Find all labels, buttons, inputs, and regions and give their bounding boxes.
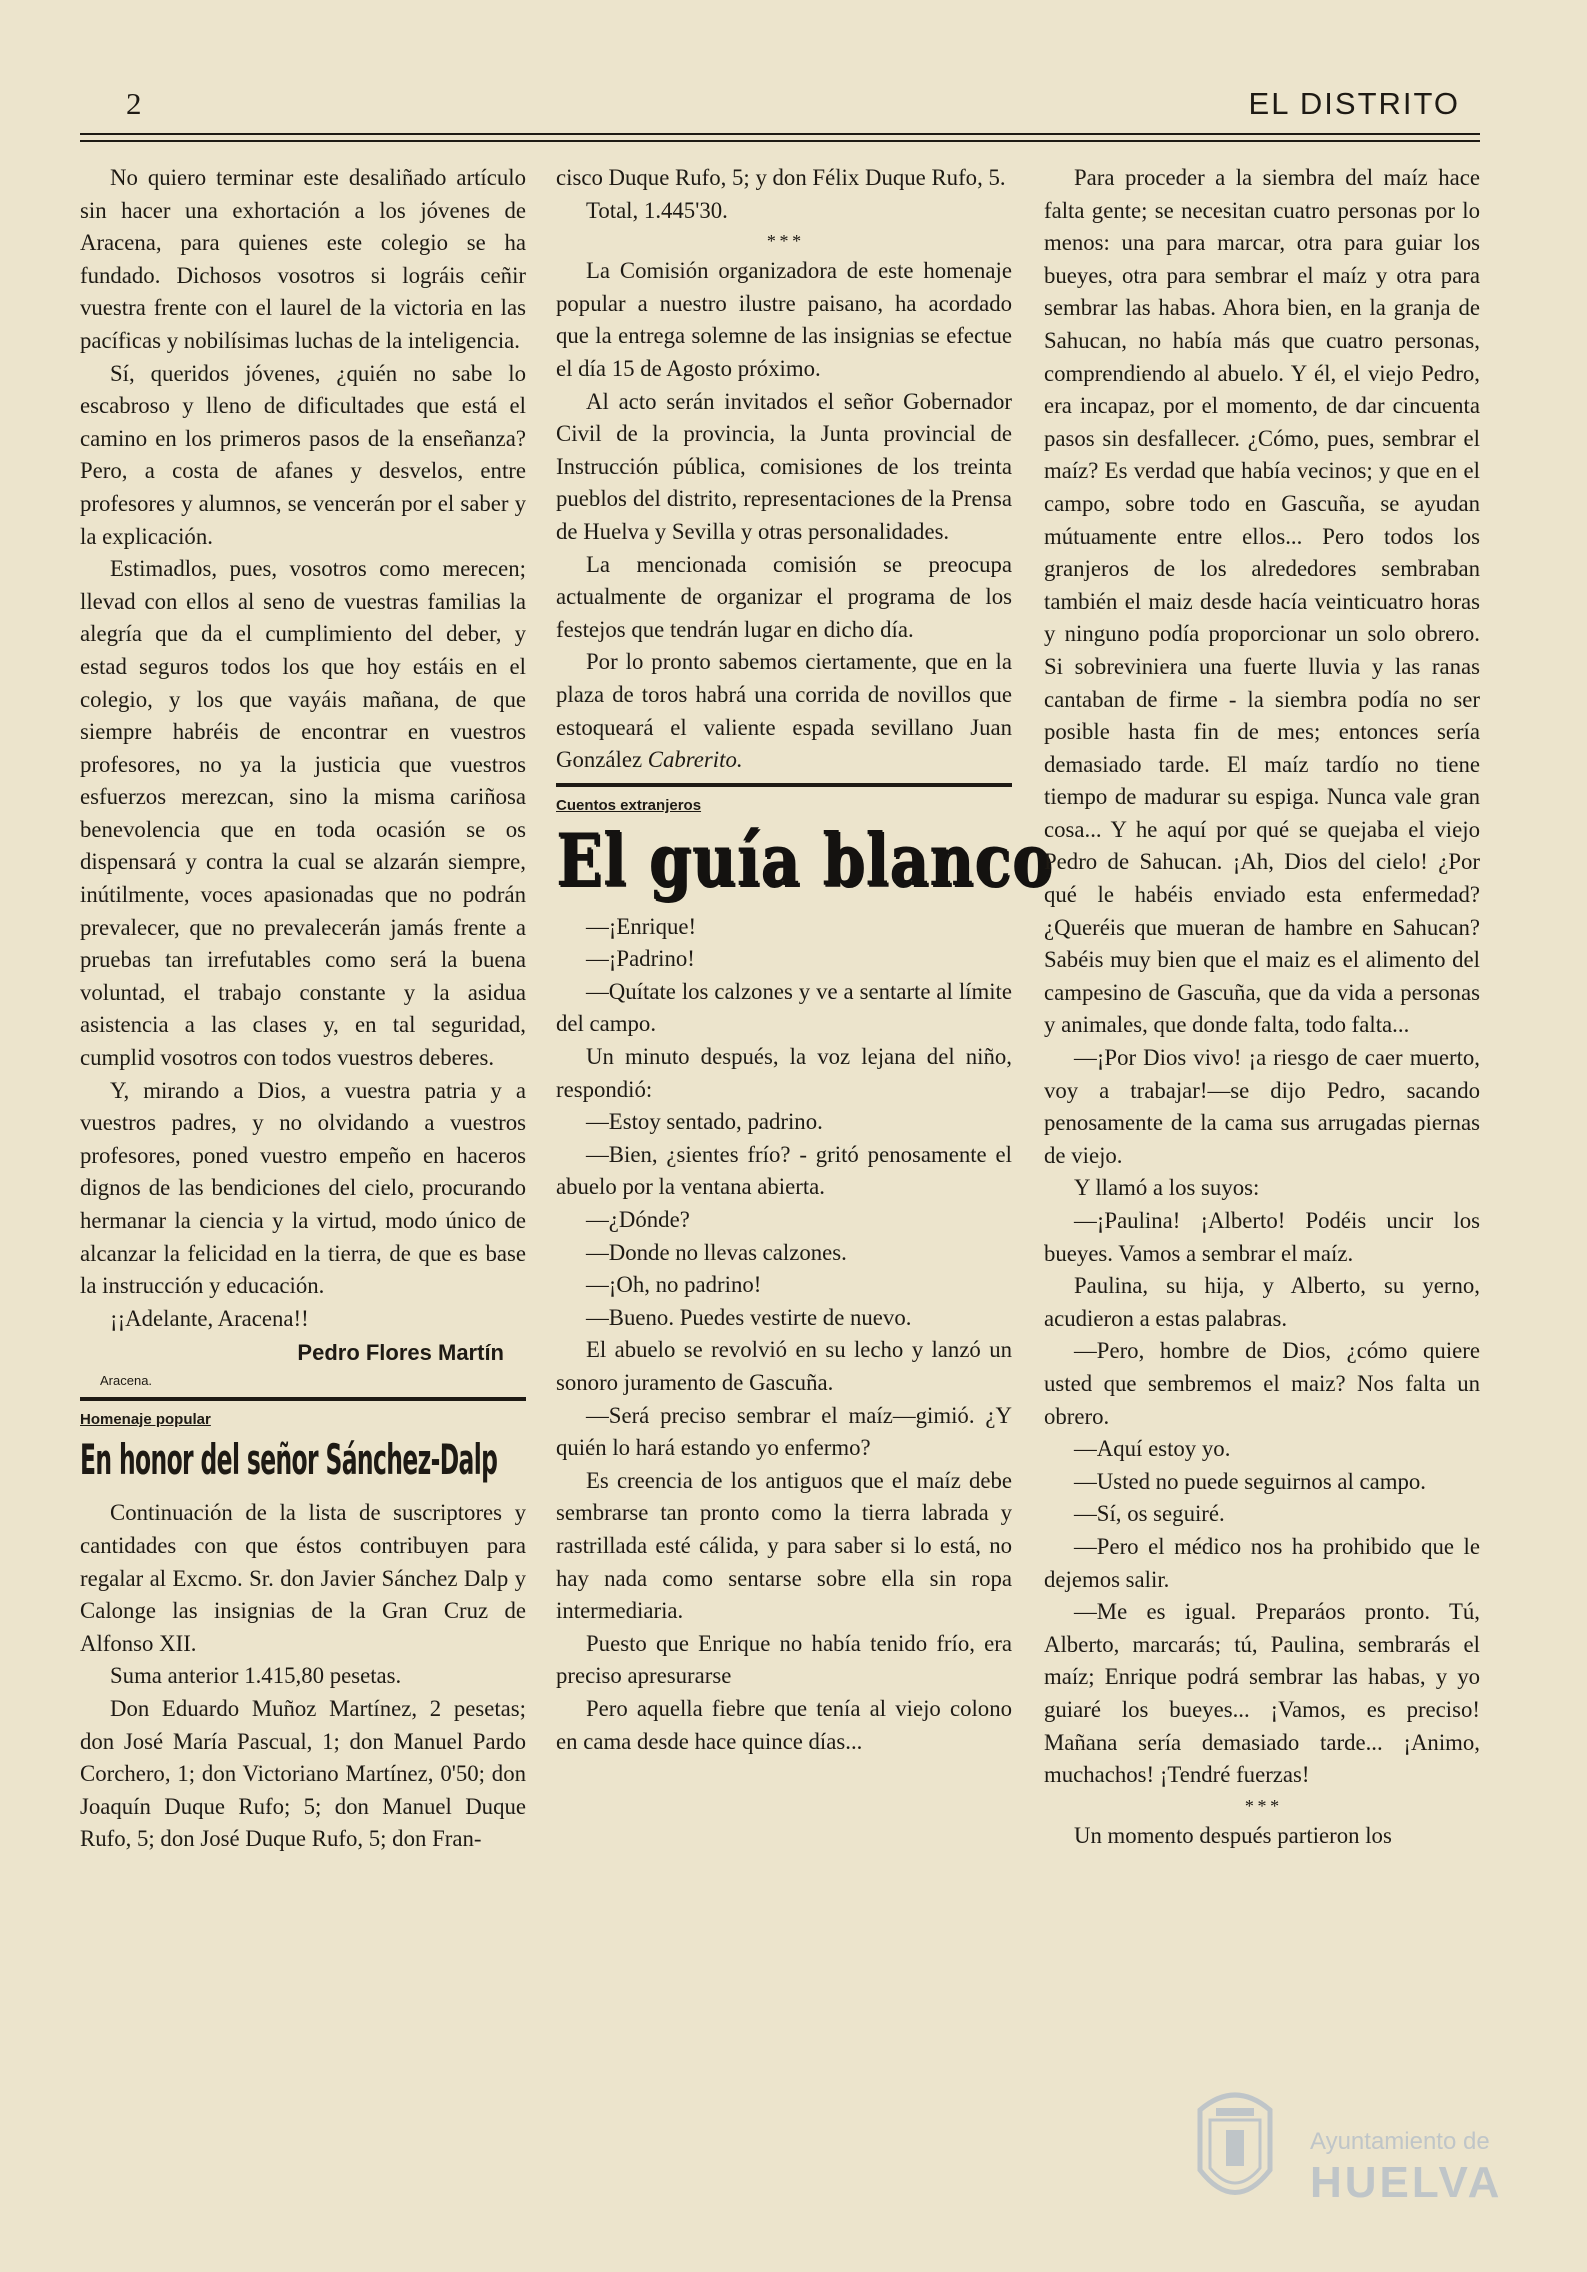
story-paragraph: —¡Oh, no padrino! — [586, 1272, 762, 1298]
article-paragraph: La Comisión organizadora de este homenaje popular a nuestro ilustre paisano, ha acordado que la entrega solemne de las insignias se efectue el día 15 de Agosto próximo. — [556, 258, 1012, 381]
story-paragraph: Y llamó a los suyos: — [1074, 1175, 1260, 1201]
story-paragraph: —Será preciso sembrar el maíz—gimió. ¿Y quién lo hará estando yo enfermo? — [556, 1402, 1012, 1461]
signature-place: Aracena. — [100, 1373, 153, 1389]
story-paragraph: —Estoy sentado, padrino. — [586, 1109, 823, 1135]
section-separator: * * * — [766, 231, 802, 252]
story-headline: El guía blanco — [556, 816, 1053, 902]
article-paragraph: Al acto serán invitados el señor Gobernador Civil de la provincia, la Junta provincial de Instrucción pública, comisiones de los treinta pueblos del distrito, representaciones de la Prensa de Huelva y Sevilla y otras personalidades. — [556, 388, 1012, 544]
bullfighter-name: Cabrerito. — [647, 747, 743, 773]
article-paragraph: Continuación de la lista de suscriptores y cantidades con que éstos contribuyen para regalar al Excmo. Sr. don Javier Sánchez Dalp y Calonge las insignias de la Gran Cruz de Alfonso XII. — [80, 1500, 526, 1656]
story-paragraph: —Pero el médico nos ha prohibido que le dejemos salir. — [1044, 1533, 1480, 1592]
column-1 — [80, 162, 526, 1856]
subscription-total: Total, 1.445'30. — [586, 197, 728, 223]
story-paragraph: El abuelo se revolvió en su lecho y lanzó un sonoro juramento de Gascuña. — [556, 1337, 1012, 1395]
paragraph-text: Por lo pronto sabemos ciertamente, que en la plaza de toros habrá una corrida de novillos que estoqueará el valiente espada sevillano Juan González — [556, 649, 1012, 773]
author-signature: Pedro Flores Martín — [297, 1340, 504, 1366]
page-number: 2 — [126, 86, 142, 121]
story-paragraph: —¿Dónde? — [586, 1207, 690, 1233]
coat-of-arms-icon — [1180, 2080, 1290, 2220]
story-paragraph: —Sí, os seguiré. — [1074, 1501, 1225, 1527]
watermark — [1180, 2080, 1540, 2230]
article-paragraph: Sí, queridos jóvenes, ¿quién no sabe lo escabroso y lleno de dificultades que está el camino en los primeros pasos de la enseñanza? Pero, a costa de afanes y desvelos, entre profesores y alumnos, se vencerán por el saber y la explicación. — [80, 360, 526, 549]
story-paragraph: Un momento después partieron los — [1074, 1822, 1392, 1848]
section-headline: En honor del señor Sánchez-Dalp — [80, 1435, 498, 1485]
section-kicker: Cuentos extranjeros — [556, 796, 702, 814]
story-paragraph: Puesto que Enrique no había tenido frío, era preciso apresurarse — [556, 1630, 1012, 1689]
article-paragraph: cisco Duque Rufo, 5; y don Félix Duque Rufo, 5. — [556, 165, 1006, 190]
watermark-line-2: HUELVA — [1310, 2158, 1503, 2207]
story-paragraph: Para proceder a la siembra del maíz hace falta gente; se necesitan cuatro personas por lo menos: una para marcar, otra para guiar los bueyes, otra para sembrar el maíz y otra para sembrar las habas. Ahora bien, en la granja de Sahucan, no había más que cuatro personas, comprendiendo al abuelo. Y él, el viejo Pedro, era incapaz, por el momento, de dar cincuenta pasos sin desfallecer. ¿Cómo, pues, sembrar el maíz? Es verdad que había vecinos; y que en el campo, sobre todo en Gascuña, se ayudan mútuamente entre ellos... Pero todos los granjeros de los alrededores sembraban también el maiz desde hacía veinticuatro horas y ninguno podía proporcionar un solo obrero. Si sobreviniera una fuerte lluvia y las ranas cantaban de firme - la siembra podía no ser posible hasta fin de mes; entonces sería demasiado tarde. El maíz tardío no tiene tiempo de madurar su espiga. Nunca vale gran cosa... Y he aquí por qué se quejaba el viejo Pedro de Sahucan. ¡Ah, Dios del cielo! ¿Por qué le habéis enviado esta enfermedad? ¿Queréis que mueran de hambre en Sahucan? Sabéis muy bien que el maiz es el alimento del campesino de Gascuña, que da vida a personas y animales, que donde falta, todo falta... — [1044, 165, 1480, 1038]
story-paragraph: —Aquí estoy yo. — [1074, 1436, 1231, 1462]
section-separator: * * * — [1244, 1795, 1280, 1816]
section-rule — [556, 783, 1012, 787]
article-paragraph: Suma anterior 1.415,80 pesetas. — [110, 1663, 402, 1689]
article-paragraph: No quiero terminar este desaliñado artículo sin hacer una exhortación a los jóvenes de Aracena, para quienes este colegio se ha fundado. Dichosos vosotros si lográis ceñir vuestra frente con el laurel de la victoria en las pacíficas y nobilísimas luchas de la inteligencia. — [80, 165, 526, 353]
story-paragraph: Pero aquella fiebre que tenía al viejo colono en cama desde hace quince días... — [556, 1695, 1012, 1754]
section-rule — [80, 1397, 526, 1401]
story-paragraph: —¡Paulina! ¡Alberto! Podéis uncir los bueyes. Vamos a sembrar el maíz. — [1044, 1208, 1480, 1266]
story-paragraph: —Donde no llevas calzones. — [586, 1239, 847, 1265]
story-paragraph: —Pero, hombre de Dios, ¿cómo quiere usted que sembremos el maiz? Nos falta un obrero. — [1044, 1338, 1480, 1429]
header-double-rule — [80, 133, 1480, 142]
story-paragraph: —Me es igual. Preparáos pronto. Tú, Alberto, marcarás; tú, Paulina, sembrarás el maíz; Enrique podrá sembrar las habas, y yo guiaré los bueyes... ¡Vamos, es preciso! Mañana sería demasiado tarde... ¡Animo, muchachos! ¡Tendré fuerzas! — [1044, 1599, 1480, 1788]
article-paragraph — [556, 646, 1012, 776]
story-paragraph: —Usted no puede seguirnos al campo. — [1074, 1468, 1427, 1494]
story-paragraph: —¡Por Dios vivo! ¡a riesgo de caer muerto, voy a trabajar!—se dijo Pedro, sacando penosamente de la cama sus arrugadas piernas de viejo. — [1044, 1045, 1480, 1168]
column-3 — [1044, 162, 1480, 1852]
article-paragraph: Don Eduardo Muñoz Martínez, 2 pesetas; don José María Pascual, 1; don Manuel Pardo Corchero, 1; don Victoriano Martínez, 0'50; don Joaquín Duque Rufo; 5; don Manuel Duque Rufo, 5; don José Duque Rufo, 5; don Fran- — [80, 1695, 526, 1852]
story-paragraph: —¡Padrino! — [586, 946, 695, 972]
story-paragraph: Paulina, su hija, y Alberto, su yerno, acudieron a estas palabras. — [1044, 1273, 1480, 1331]
story-paragraph: —Bien, ¿sientes frío? - gritó penosamente el abuelo por la ventana abierta. — [556, 1141, 1012, 1200]
story-paragraph: —Quítate los calzones y ve a sentarte al límite del campo. — [556, 978, 1012, 1037]
story-paragraph: Un minuto después, la voz lejana del niño, respondió: — [556, 1044, 1012, 1102]
newspaper-title: EL DISTRITO — [1248, 86, 1460, 121]
story-paragraph: —Bueno. Puedes vestirte de nuevo. — [586, 1304, 912, 1330]
article-paragraph: ¡¡Adelante, Aracena!! — [110, 1305, 309, 1331]
column-2 — [556, 162, 1053, 1758]
story-paragraph: —¡Enrique! — [586, 913, 697, 939]
article-paragraph: Estimadlos, pues, vosotros como merecen; llevad con ellos al seno de vuestras familias la alegría que da el cumplimiento del deber, y estad seguros todos los que hoy estáis en el colegio, y los que vayáis mañana, de que siempre habréis de encontrar en vuestros profesores, no ya la justicia que vuestros esfuerzos merezcan, sino la misma cariñosa benevolencia que en toda ocasión se os dispensará y contra la cual se alzarán siempre, inútilmente, voces apasionadas que no podrán prevalecer, que no prevalecerán jamás frente a pruebas tan irrefutables como será la buena voluntad, el trabajo constante y la asidua asistencia a las clases y, en tal seguridad, cumplid vosotros con todos vuestros deberes. — [80, 556, 526, 1071]
article-paragraph: Y, mirando a Dios, a vuestra patria y a vuestros padres, y no olvidando a vuestros profesores, poned vuestro empeño en haceros dignos de las bendiciones del cielo, procurando hermanar la ciencia y la virtud, modo único de alcanzar la felicidad en la tierra, de que es base la instrucción y educación. — [80, 1077, 526, 1299]
section-kicker: Homenaje popular — [80, 1411, 211, 1429]
watermark-line-1: Ayuntamiento de — [1310, 2128, 1490, 2155]
page-header — [120, 86, 1460, 130]
story-paragraph: Es creencia de los antiguos que el maíz debe sembrarse tan pronto como la tierra labrada y rastrillada esté cálida, y para saber si lo está, no hay nada como sentarse sobre ella sin ropa intermediaria. — [556, 1467, 1012, 1624]
article-paragraph: La mencionada comisión se preocupa actualmente de organizar el programa de los festejos que tendrán lugar en dicho día. — [556, 551, 1012, 642]
